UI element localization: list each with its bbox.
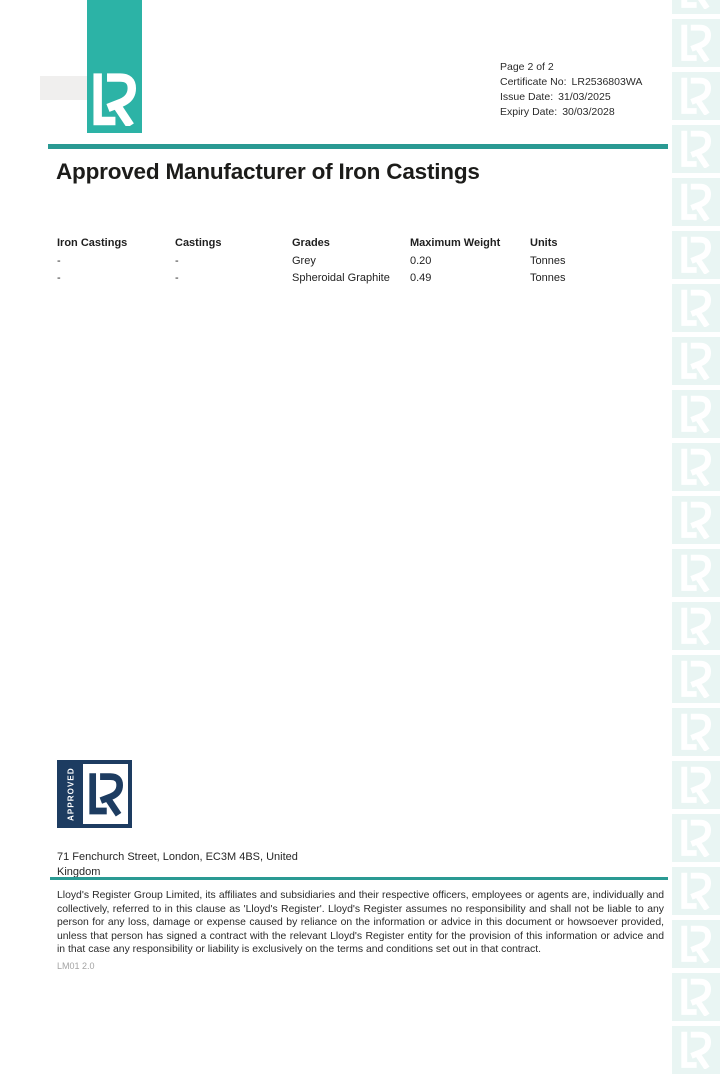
meta-expiry-row: [500, 105, 642, 120]
grades-table: [57, 233, 600, 287]
lr-watermark-tile: [672, 496, 720, 544]
lr-monogram-icon: [681, 713, 711, 751]
table-header-cell: Castings: [175, 236, 222, 249]
lr-watermark-tile: [672, 19, 720, 67]
lr-monogram-icon: [681, 342, 711, 380]
address-line-1: 71 Fenchurch Street, London, EC3M 4BS, United: [57, 851, 298, 863]
lr-watermark-tile: [672, 443, 720, 491]
lr-watermark-tile: [672, 655, 720, 703]
lr-monogram-icon: [681, 872, 711, 910]
table-cell: 0.20: [410, 254, 432, 267]
lr-monogram-icon: [681, 1031, 711, 1069]
lr-watermark-tile: [672, 867, 720, 915]
table-row: [57, 252, 600, 270]
table-cell: Spheroidal Graphite: [292, 272, 390, 285]
lr-brand-logo: [87, 0, 142, 133]
certificate-no-label: Certificate No:: [500, 76, 567, 88]
lr-watermark-tile: [672, 973, 720, 1021]
meta-page-row: [500, 60, 642, 75]
header-divider-rule: [48, 144, 668, 149]
lr-monogram-icon: [93, 73, 136, 126]
lr-watermark-tile: [672, 72, 720, 120]
lr-monogram-icon: [681, 501, 711, 539]
page-title: Approved Manufacturer of Iron Castings: [56, 159, 480, 184]
table-cell: -: [57, 272, 61, 285]
lr-monogram-icon: [681, 925, 711, 963]
lr-monogram-icon: [681, 766, 711, 804]
lr-monogram-icon: [681, 77, 711, 115]
lr-watermark-tile: [672, 920, 720, 968]
lr-watermark-tile: [672, 761, 720, 809]
table-cell: -: [175, 254, 179, 267]
lr-watermark-tile: [672, 602, 720, 650]
lr-watermark-tile: [672, 549, 720, 597]
lr-monogram-icon: [681, 554, 711, 592]
lr-watermark-tile: [672, 125, 720, 173]
certificate-no-value: LR2536803WA: [571, 76, 643, 88]
table-cell: -: [175, 272, 179, 285]
table-cell: 0.49: [410, 272, 432, 285]
table-row: [57, 270, 600, 288]
lr-monogram-icon: [681, 978, 711, 1016]
document-code: LM01 2.0: [57, 961, 95, 971]
lr-watermark-tile: [672, 284, 720, 332]
lr-monogram-icon: [681, 130, 711, 168]
lr-watermark-tile: [672, 708, 720, 756]
lr-monogram-icon: [681, 289, 711, 327]
lr-watermark-tile: [672, 390, 720, 438]
table-cell: Tonnes: [530, 272, 566, 285]
legal-disclaimer: Lloyd's Register Group Limited, its affiliates and subsidiaries and their respective officers, employees or agents are, individually and collectively, referred to in this clause as 'Lloyd's Register'. Lloyd's Register assumes no responsibility and shall not be liable to any person for any loss, damage or expense caused by reliance on the information or advice in this document or howsoever provided, unless that person has signed a contract with the relevant Lloyd's Register entity for the provision of this information or advice and in that case any responsibility or liability is exclusively on the terms and conditions set out in that contract.: [57, 890, 664, 956]
lr-watermark-tile: [672, 0, 720, 14]
lr-monogram-icon: [681, 236, 711, 274]
lr-watermark-tile: [672, 337, 720, 385]
lr-watermark-tile: [672, 178, 720, 226]
table-cell: Tonnes: [530, 254, 566, 267]
lr-monogram-icon: [681, 395, 711, 433]
lr-monogram-icon: [89, 771, 123, 817]
lr-watermark-strip: [672, 0, 720, 1079]
table-header-cell: Iron Castings: [57, 236, 128, 249]
meta-certificate-row: [500, 75, 642, 90]
office-address: [57, 850, 298, 879]
approved-lr-box: [83, 764, 128, 824]
lr-monogram-icon: [681, 607, 711, 645]
issue-date-label: Issue Date:: [500, 91, 554, 103]
certificate-meta: [500, 60, 642, 120]
lr-watermark-tile: [672, 814, 720, 862]
lr-monogram-icon: [681, 819, 711, 857]
approved-label: APPROVED: [66, 767, 76, 821]
lr-monogram-icon: [681, 660, 711, 698]
address-line-2: Kingdom: [57, 865, 101, 878]
table-header-cell: Grades: [292, 236, 330, 249]
lr-monogram-icon: [681, 448, 711, 486]
table-header-row: [57, 233, 600, 252]
lr-monogram-icon: [681, 0, 711, 9]
lr-approved-mark: [57, 760, 132, 828]
scan-shadow-artifact: [40, 76, 87, 100]
meta-issue-row: [500, 90, 642, 105]
expiry-date-value: 30/03/2028: [562, 106, 615, 118]
lr-monogram-icon: [681, 183, 711, 221]
lr-watermark-tile: [672, 1026, 720, 1074]
issue-date-value: 31/03/2025: [558, 91, 611, 103]
footer-divider-rule: [50, 877, 668, 880]
table-cell: -: [57, 254, 61, 267]
table-header-cell: Units: [530, 236, 558, 249]
lr-monogram-icon: [681, 24, 711, 62]
table-header-cell: Maximum Weight: [410, 236, 501, 249]
table-cell: Grey: [292, 254, 316, 267]
lr-watermark-tile: [672, 231, 720, 279]
expiry-date-label: Expiry Date:: [500, 106, 558, 118]
page-indicator: Page 2 of 2: [500, 61, 554, 73]
